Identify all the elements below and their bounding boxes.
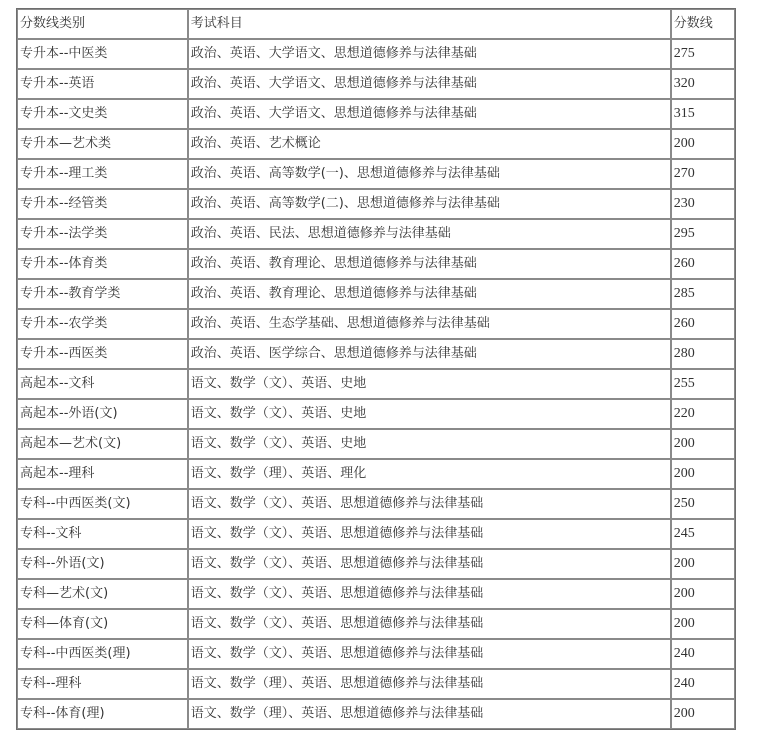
row-score: 230 bbox=[671, 189, 735, 219]
row-category: 专升本--法学类 bbox=[17, 219, 188, 249]
table-row bbox=[17, 69, 735, 99]
row-category: 专升本--体育类 bbox=[17, 249, 188, 279]
row-subjects: 语文、数学（文）、英语、思想道德修养与法律基础 bbox=[188, 549, 671, 579]
row-subjects: 政治、英语、艺术概论 bbox=[188, 129, 671, 159]
row-score: 260 bbox=[671, 309, 735, 339]
row-score: 200 bbox=[671, 699, 735, 729]
table-row bbox=[17, 189, 735, 219]
table-row bbox=[17, 159, 735, 189]
row-subjects: 语文、数学（文）、英语、思想道德修养与法律基础 bbox=[188, 489, 671, 519]
row-category: 专科--中西医类(文) bbox=[17, 489, 188, 519]
row-score: 315 bbox=[671, 99, 735, 129]
row-subjects: 语文、数学（文）、英语、史地 bbox=[188, 399, 671, 429]
row-category: 专科--外语(文) bbox=[17, 549, 188, 579]
row-subjects: 语文、数学（文）、英语、思想道德修养与法律基础 bbox=[188, 639, 671, 669]
table-row bbox=[17, 669, 735, 699]
row-score: 200 bbox=[671, 609, 735, 639]
row-subjects: 政治、英语、大学语文、思想道德修养与法律基础 bbox=[188, 99, 671, 129]
row-subjects: 语文、数学（文）、英语、思想道德修养与法律基础 bbox=[188, 579, 671, 609]
row-score: 280 bbox=[671, 339, 735, 369]
row-category: 专科--理科 bbox=[17, 669, 188, 699]
table-row bbox=[17, 699, 735, 729]
table-row bbox=[17, 399, 735, 429]
row-category: 高起本--文科 bbox=[17, 369, 188, 399]
table-row bbox=[17, 579, 735, 609]
score-table-container bbox=[16, 8, 736, 730]
row-score: 295 bbox=[671, 219, 735, 249]
row-category: 专升本--中医类 bbox=[17, 39, 188, 69]
table-row bbox=[17, 459, 735, 489]
table-row bbox=[17, 249, 735, 279]
row-subjects: 语文、数学（文）、英语、史地 bbox=[188, 369, 671, 399]
row-subjects: 语文、数学（文）、英语、思想道德修养与法律基础 bbox=[188, 609, 671, 639]
row-score: 260 bbox=[671, 249, 735, 279]
header-category: 分数线类别 bbox=[17, 9, 188, 39]
row-category: 专升本--理工类 bbox=[17, 159, 188, 189]
table-row bbox=[17, 549, 735, 579]
header-subjects: 考试科目 bbox=[188, 9, 671, 39]
row-score: 270 bbox=[671, 159, 735, 189]
row-subjects: 语文、数学（文）、英语、思想道德修养与法律基础 bbox=[188, 519, 671, 549]
table-row bbox=[17, 489, 735, 519]
row-subjects: 政治、英语、教育理论、思想道德修养与法律基础 bbox=[188, 249, 671, 279]
row-category: 专升本--经管类 bbox=[17, 189, 188, 219]
row-score: 285 bbox=[671, 279, 735, 309]
table-row bbox=[17, 39, 735, 69]
row-subjects: 政治、英语、生态学基础、思想道德修养与法律基础 bbox=[188, 309, 671, 339]
row-subjects: 政治、英语、民法、思想道德修养与法律基础 bbox=[188, 219, 671, 249]
row-subjects: 语文、数学（理）、英语、思想道德修养与法律基础 bbox=[188, 669, 671, 699]
row-category: 专升本--英语 bbox=[17, 69, 188, 99]
row-score: 250 bbox=[671, 489, 735, 519]
table-row bbox=[17, 609, 735, 639]
table-row bbox=[17, 369, 735, 399]
row-subjects: 政治、英语、医学综合、思想道德修养与法律基础 bbox=[188, 339, 671, 369]
table-row bbox=[17, 429, 735, 459]
row-subjects: 政治、英语、教育理论、思想道德修养与法律基础 bbox=[188, 279, 671, 309]
row-category: 高起本--理科 bbox=[17, 459, 188, 489]
row-subjects: 政治、英语、高等数学(一)、思想道德修养与法律基础 bbox=[188, 159, 671, 189]
row-subjects: 政治、英语、高等数学(二)、思想道德修养与法律基础 bbox=[188, 189, 671, 219]
row-category: 专升本--西医类 bbox=[17, 339, 188, 369]
row-score: 255 bbox=[671, 369, 735, 399]
row-score: 240 bbox=[671, 639, 735, 669]
row-score: 200 bbox=[671, 429, 735, 459]
row-subjects: 政治、英语、大学语文、思想道德修养与法律基础 bbox=[188, 39, 671, 69]
table-row bbox=[17, 519, 735, 549]
row-category: 专科--体育(理) bbox=[17, 699, 188, 729]
row-category: 高起本—艺术(文) bbox=[17, 429, 188, 459]
row-subjects: 语文、数学（理）、英语、思想道德修养与法律基础 bbox=[188, 699, 671, 729]
row-category: 专升本—艺术类 bbox=[17, 129, 188, 159]
row-category: 专科--文科 bbox=[17, 519, 188, 549]
row-subjects: 语文、数学（理）、英语、理化 bbox=[188, 459, 671, 489]
row-category: 专升本--文史类 bbox=[17, 99, 188, 129]
row-score: 240 bbox=[671, 669, 735, 699]
table-header-row bbox=[17, 9, 735, 39]
table-row bbox=[17, 309, 735, 339]
row-score: 200 bbox=[671, 129, 735, 159]
row-score: 200 bbox=[671, 459, 735, 489]
table-row bbox=[17, 99, 735, 129]
row-score: 275 bbox=[671, 39, 735, 69]
row-category: 专科—体育(文) bbox=[17, 609, 188, 639]
row-category: 专升本--农学类 bbox=[17, 309, 188, 339]
row-score: 320 bbox=[671, 69, 735, 99]
row-score: 200 bbox=[671, 549, 735, 579]
row-score: 220 bbox=[671, 399, 735, 429]
row-category: 专科--中西医类(理) bbox=[17, 639, 188, 669]
table-row bbox=[17, 279, 735, 309]
row-category: 高起本--外语(文) bbox=[17, 399, 188, 429]
table-row bbox=[17, 219, 735, 249]
row-score: 200 bbox=[671, 579, 735, 609]
header-score: 分数线 bbox=[671, 9, 735, 39]
table-row bbox=[17, 129, 735, 159]
row-category: 专科—艺术(文) bbox=[17, 579, 188, 609]
row-subjects: 语文、数学（文）、英语、史地 bbox=[188, 429, 671, 459]
row-score: 245 bbox=[671, 519, 735, 549]
row-category: 专升本--教育学类 bbox=[17, 279, 188, 309]
score-table bbox=[16, 8, 736, 730]
table-row bbox=[17, 339, 735, 369]
table-row bbox=[17, 639, 735, 669]
row-subjects: 政治、英语、大学语文、思想道德修养与法律基础 bbox=[188, 69, 671, 99]
